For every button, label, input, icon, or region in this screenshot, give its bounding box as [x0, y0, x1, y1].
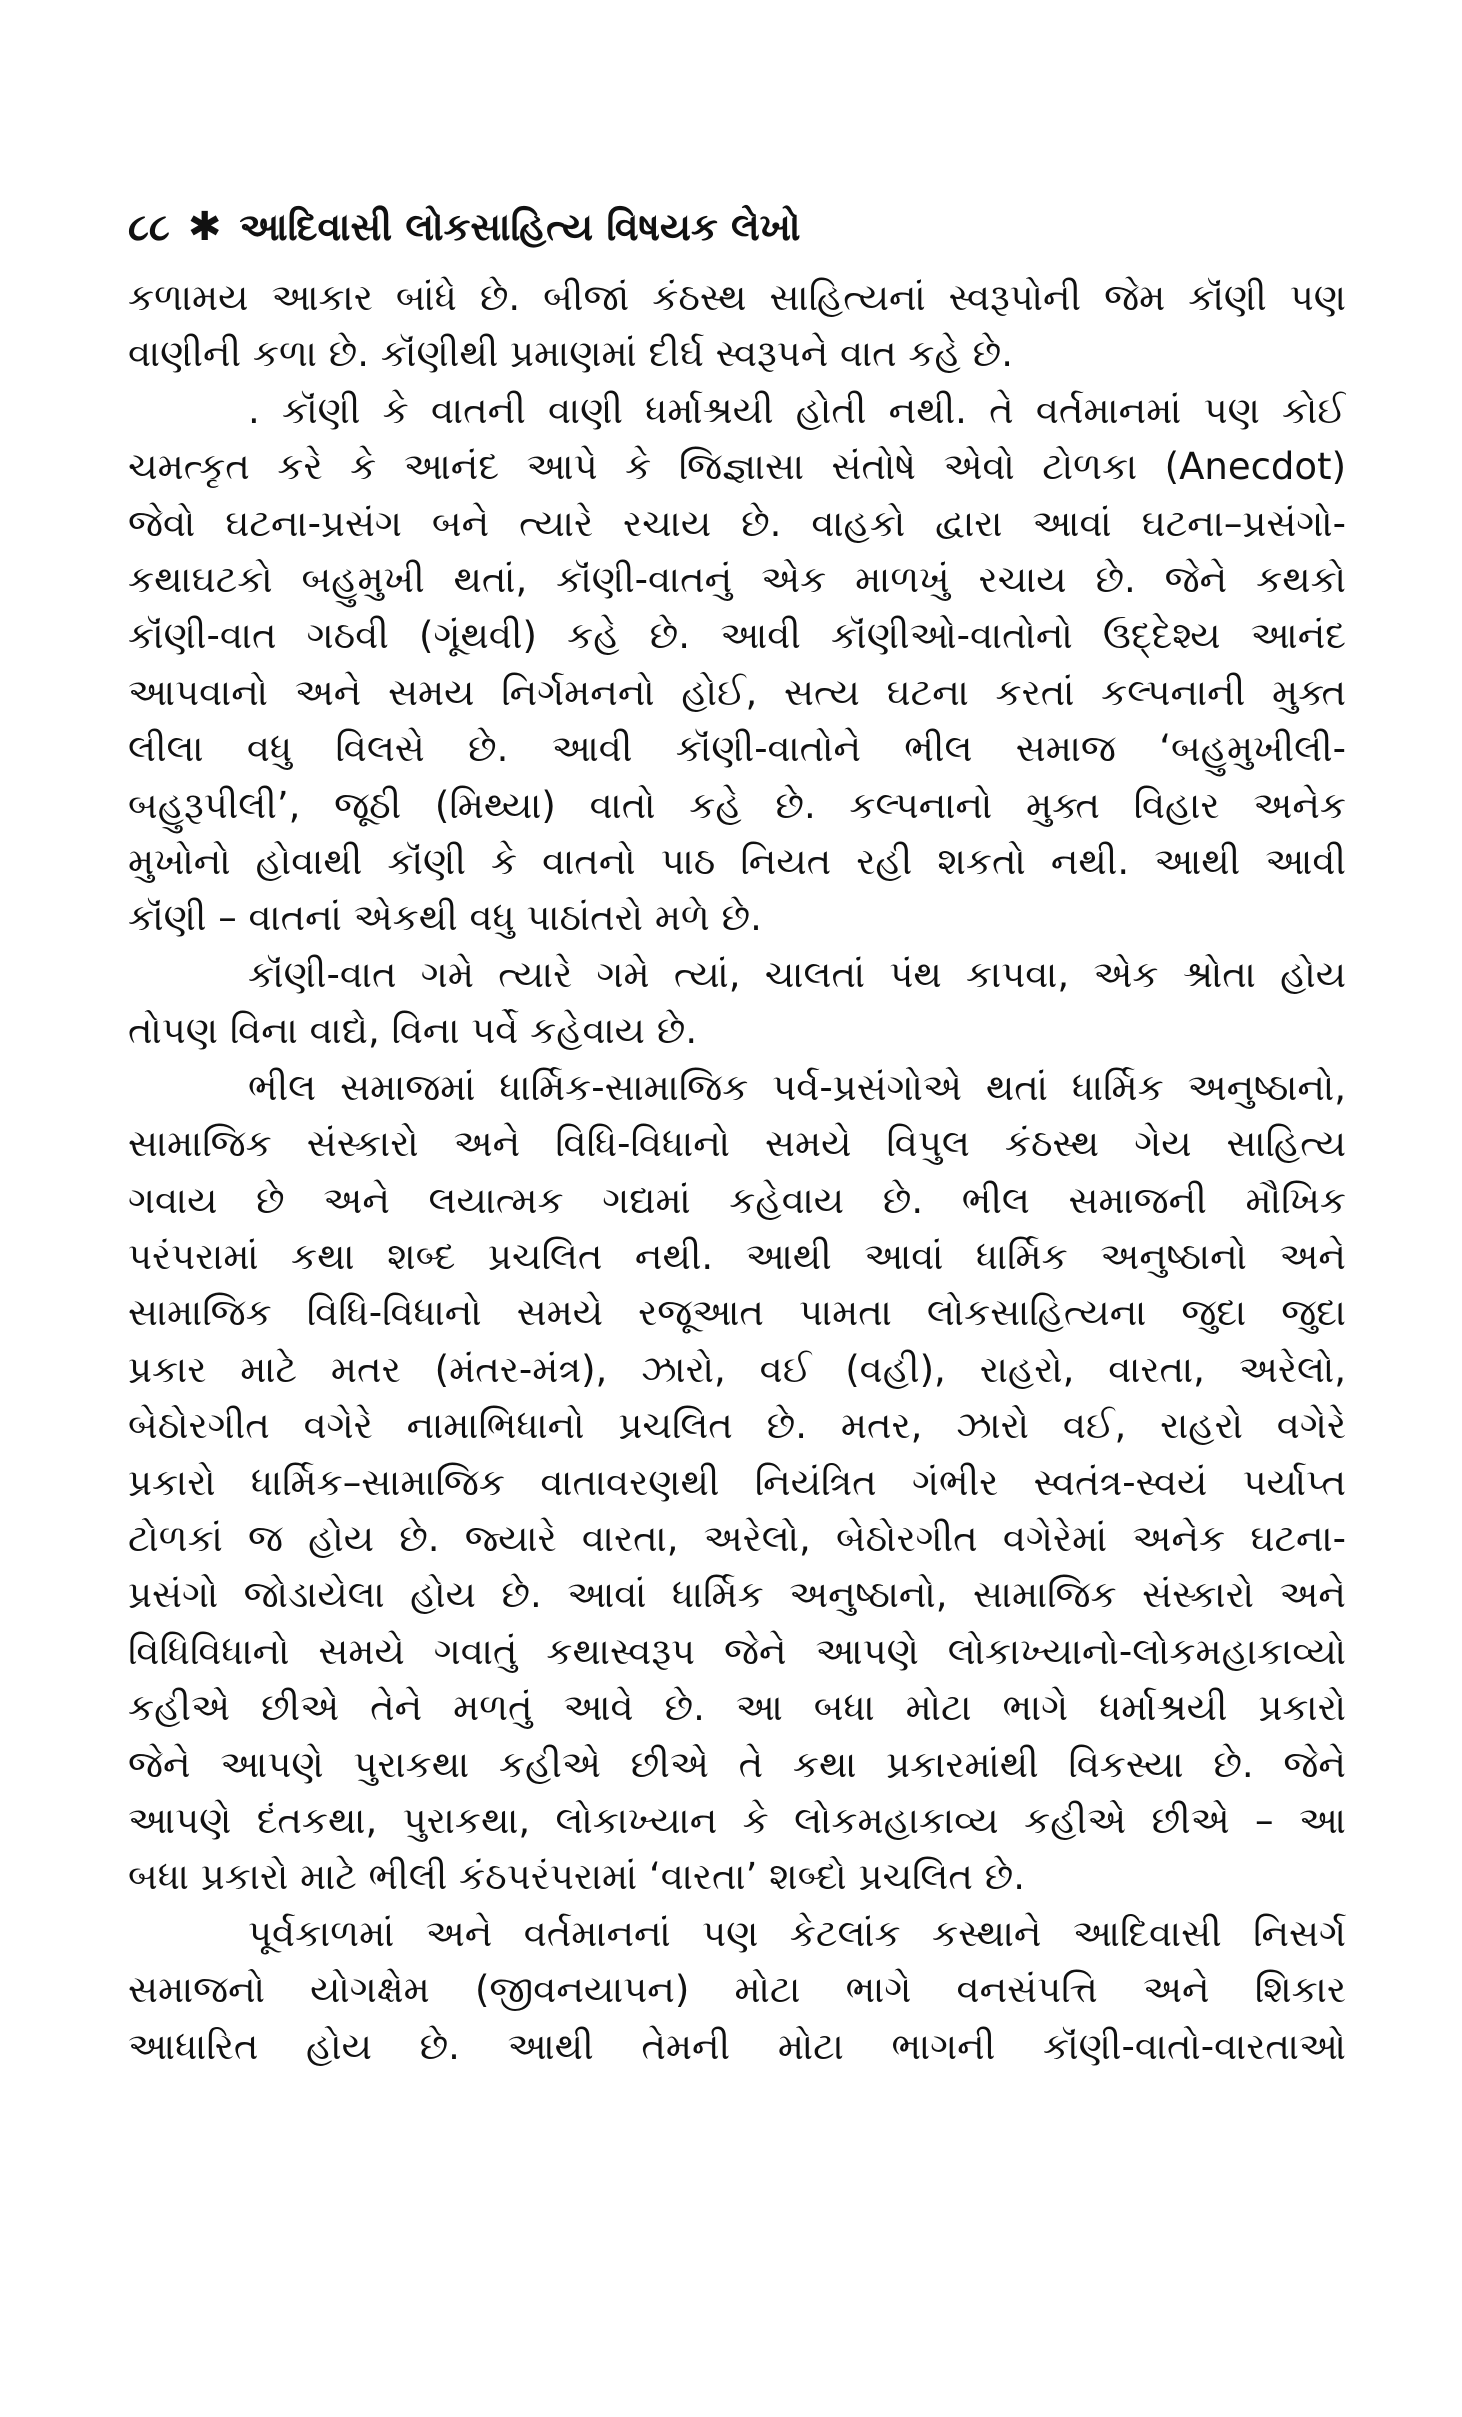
text-line: ટોળકાં જ હોય છે. જ્યારે વારતા, અરેલો, બેઠોરગીત વગેરેમાં અનેક ઘટના- — [128, 1516, 1346, 1560]
text-line: પ્રકારો ધાર્મિક–સામાજિક વાતાવરણથી નિયંત્રિત ગંભીર સ્વતંત્ર-સ્વયં પર્યાપ્ત — [128, 1460, 1346, 1504]
paragraph-5 — [128, 1906, 1346, 2075]
star-separator-icon: ✱ — [187, 204, 222, 250]
text-line: સામાજિક સંસ્કારો અને વિધિ-વિધાનો સમયે વિપુલ કંઠસ્થ ગેય સાહિત્ય — [128, 1122, 1346, 1166]
text-line: જેને આપણે પુરાકથા કહીએ છીએ તે કથા પ્રકારમાંથી વિકસ્યા છે. જેને — [128, 1742, 1346, 1786]
text-line: પરંપરામાં કથા શબ્દ પ્રચલિત નથી. આથી આવાં ધાર્મિક અનુષ્ઠાનો અને — [128, 1234, 1346, 1278]
page-number: ૮૮ — [128, 205, 170, 249]
text-line: ચમત્કૃત કરે કે આનંદ આપે કે જિજ્ઞાસા સંતોષે એવો ટોળકા (Anecdot) — [128, 445, 1346, 489]
text-line: કૉંણી-વાત ગમે ત્યારે ગમે ત્યાં, ચાલતાં પંથ કાપવા, એક શ્રોતા હોય — [248, 952, 1346, 996]
text-line: સમાજનો યોગક્ષેમ (જીવનયાપન) મોટા ભાગે વનસંપત્તિ અને શિકાર — [128, 1968, 1346, 2012]
text-line: કૉંણી-વાત ગઠવી (ગૂંથવી) કહે છે. આવી કૉંણીઓ-વાતોનો ઉદ્દેશ્ય આનંદ — [128, 614, 1346, 658]
text-line: પ્રસંગો જોડાયેલા હોય છે. આવાં ધાર્મિક અનુષ્ઠાનો, સામાજિક સંસ્કારો અને — [128, 1573, 1346, 1617]
text-line: . કૉંણી કે વાતની વાણી ધર્માશ્રયી હોતી નથી. તે વર્તમાનમાં પણ કોઈ — [248, 388, 1346, 432]
text-line: બહુરૂપીલી’, જૂઠી (મિથ્યા) વાતો કહે છે. કલ્પનાનો મુક્ત વિહાર અનેક — [128, 783, 1346, 827]
text-line: લીલા વધુ વિલસે છે. આવી કૉંણી-વાતોને ભીલ સમાજ ‘બહુમુખીલી- — [128, 727, 1346, 771]
text-line: કૉંણી – વાતનાં એકથી વધુ પાઠાંતરો મળે છે. — [128, 896, 762, 940]
book-page — [128, 190, 1346, 2075]
text-line: આધારિત હોય છે. આથી તેમની મોટા ભાગની કૉંણી-વાતો-વારતાઓ — [128, 2024, 1346, 2068]
paragraph-1 — [128, 270, 1346, 383]
text-line: કળામય આકાર બાંધે છે. બીજાં કંઠસ્થ સાહિત્યનાં સ્વરૂપોની જેમ કૉંણી પણ — [128, 276, 1346, 319]
text-line: કહીએ છીએ તેને મળતું આવે છે. આ બધા મોટા ભાગે ધર્માશ્રયી પ્રકારો — [128, 1686, 1346, 1730]
book-title: આદિવાસી લોકસાહિત્ય વિષયક લેખો — [239, 205, 801, 249]
text-line: તોપણ વિના વાદ્યે, વિના પર્વે કહેવાય છે. — [128, 1009, 698, 1053]
text-line: બેઠોરગીત વગેરે નામાભિધાનો પ્રચલિત છે. મતર, ઝારો વઈ, રાહરો વગેરે — [128, 1404, 1346, 1448]
text-line: સામાજિક વિધિ-વિધાનો સમયે રજૂઆત પામતા લોકસાહિત્યના જુદા જુદા — [128, 1291, 1346, 1335]
paragraph-4 — [128, 1060, 1346, 1906]
text-line: બધા પ્રકારો માટે ભીલી કંઠપરંપરામાં ‘વારતા’ શબ્દો પ્રચલિત છે. — [128, 1855, 1026, 1899]
text-line: પ્રકાર માટે મતર (મંતર-મંત્ર), ઝારો, વઈ (વહી), રાહરો, વારતા, અરેલો, — [128, 1347, 1346, 1391]
text-line: વિધિવિધાનો સમયે ગવાતું કથાસ્વરૂપ જેને આપણે લોકાખ્યાનો-લોકમહાકાવ્યો — [128, 1629, 1346, 1673]
text-line: પૂર્વકાળમાં અને વર્તમાનનાં પણ કેટલાંક કસ્થાને આદિવાસી નિસર્ગ — [248, 1911, 1346, 1955]
text-line: ભીલ સમાજમાં ધાર્મિક-સામાજિક પર્વ-પ્રસંગોએ થતાં ધાર્મિક અનુષ્ઠાનો, — [248, 1065, 1346, 1109]
paragraph-3 — [128, 947, 1346, 1060]
text-line: મુખોનો હોવાથી કૉંણી કે વાતનો પાઠ નિયત રહી શકતો નથી. આથી આવી — [128, 840, 1346, 884]
text-line: આપવાનો અને સમય નિર્ગમનનો હોઈ, સત્ય ઘટના કરતાં કલ્પનાની મુક્ત — [128, 670, 1346, 714]
text-line: ગવાય છે અને લયાત્મક ગદ્યમાં કહેવાય છે. ભીલ સમાજની મૌખિક — [128, 1178, 1346, 1222]
text-line: આપણે દંતકથા, પુરાકથા, લોકાખ્યાન કે લોકમહાકાવ્ય કહીએ છીએ – આ — [128, 1798, 1346, 1842]
text-line: વાણીની કળા છે. કૉંણીથી પ્રમાણમાં દીર્ઘ સ્વરૂપને વાત કહે છે. — [128, 332, 1013, 376]
text-line: કથાઘટકો બહુમુખી થતાં, કૉંણી-વાતનું એક માળખું રચાય છે. જેને કથકો — [128, 558, 1346, 602]
text-line: જેવો ઘટના-પ્રસંગ બને ત્યારે રચાય છે. વાહકો દ્વારા આવાં ઘટના–પ્રસંગો- — [128, 501, 1346, 545]
paragraph-2 — [128, 383, 1346, 947]
running-header — [128, 190, 1346, 264]
